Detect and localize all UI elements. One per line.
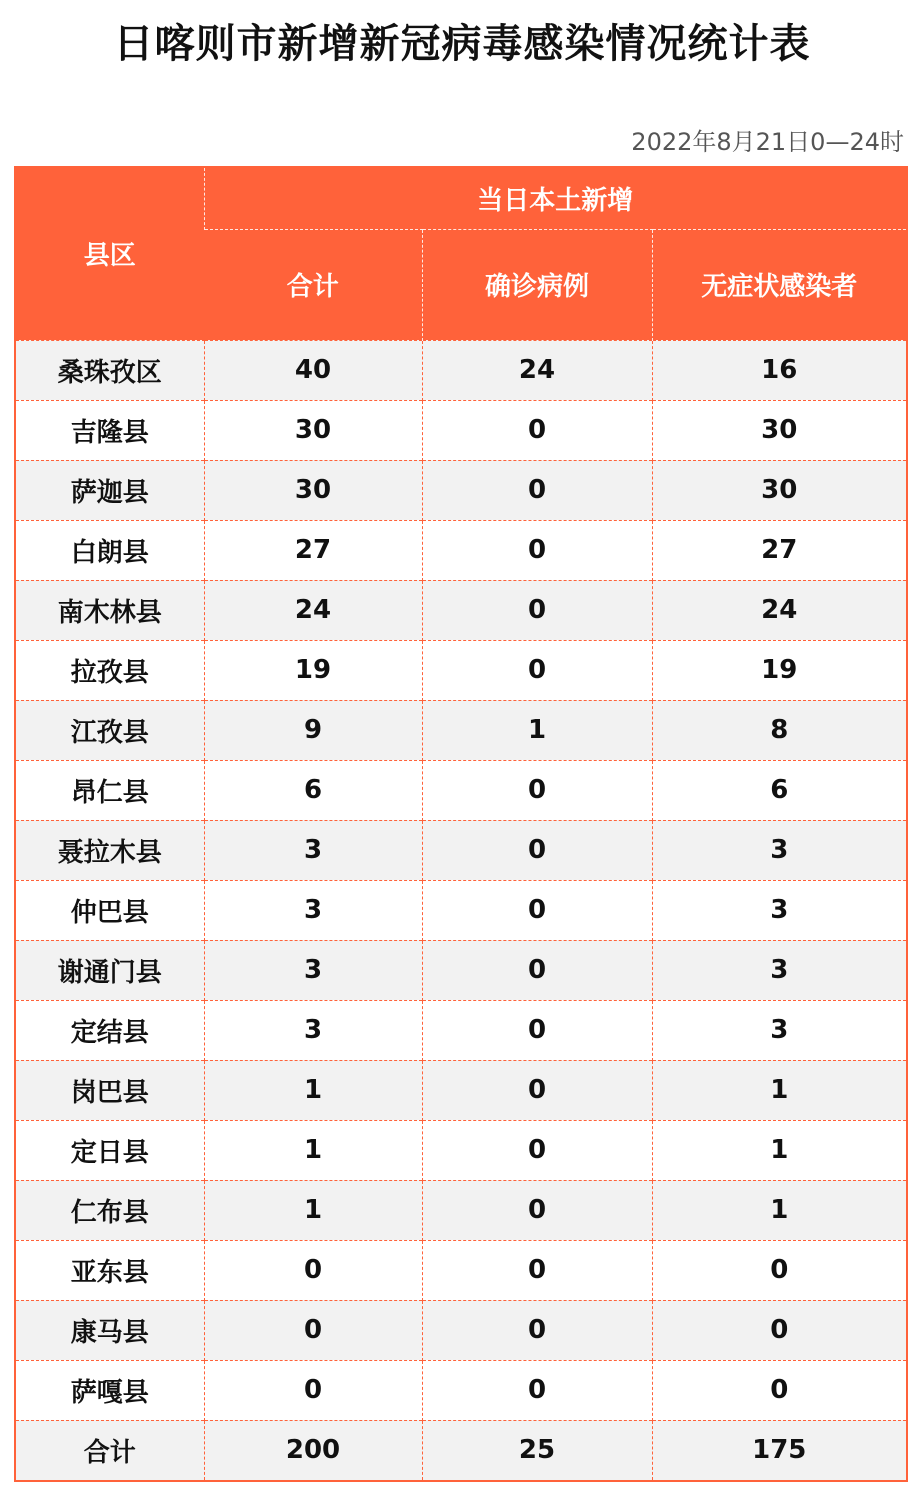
table-row	[16, 820, 906, 880]
confirmed-cell: 0	[422, 880, 652, 940]
confirmed-cell: 0	[422, 1180, 652, 1240]
region-cell: 仲巴县	[16, 880, 204, 940]
table-row	[16, 340, 906, 400]
region-cell: 仁布县	[16, 1180, 204, 1240]
asymptomatic-cell: 30	[652, 460, 906, 520]
asymptomatic-cell: 8	[652, 700, 906, 760]
total-cell: 0	[204, 1360, 422, 1420]
total-cell: 3	[204, 940, 422, 1000]
region-cell: 谢通门县	[16, 940, 204, 1000]
asymptomatic-cell: 3	[652, 940, 906, 1000]
region-cell: 江孜县	[16, 700, 204, 760]
region-cell: 昂仁县	[16, 760, 204, 820]
region-cell: 聂拉木县	[16, 820, 204, 880]
total-cell: 30	[204, 400, 422, 460]
table-row	[16, 640, 906, 700]
confirmed-cell: 0	[422, 520, 652, 580]
total-cell: 0	[204, 1240, 422, 1300]
confirmed-cell: 0	[422, 1060, 652, 1120]
region-cell: 桑珠孜区	[16, 340, 204, 400]
confirmed-cell: 0	[422, 460, 652, 520]
total-cell: 24	[204, 580, 422, 640]
table-row	[16, 1420, 906, 1480]
confirmed-cell: 25	[422, 1420, 652, 1480]
total-cell: 200	[204, 1420, 422, 1480]
table-row	[16, 1060, 906, 1120]
total-cell: 19	[204, 640, 422, 700]
table-row	[16, 1240, 906, 1300]
confirmed-cell: 0	[422, 1240, 652, 1300]
confirmed-cell: 0	[422, 1360, 652, 1420]
table-row	[16, 520, 906, 580]
region-cell: 萨迦县	[16, 460, 204, 520]
total-cell: 1	[204, 1060, 422, 1120]
total-cell: 0	[204, 1300, 422, 1360]
asymptomatic-cell: 3	[652, 880, 906, 940]
asymptomatic-cell: 1	[652, 1060, 906, 1120]
total-cell: 6	[204, 760, 422, 820]
header-group: 当日本土新增	[204, 168, 906, 229]
table-row	[16, 460, 906, 520]
asymptomatic-cell: 19	[652, 640, 906, 700]
header-confirmed: 确诊病例	[422, 229, 652, 340]
total-cell: 40	[204, 340, 422, 400]
asymptomatic-cell: 3	[652, 820, 906, 880]
asymptomatic-cell: 175	[652, 1420, 906, 1480]
region-cell: 合计	[16, 1420, 204, 1480]
asymptomatic-cell: 27	[652, 520, 906, 580]
region-cell: 亚东县	[16, 1240, 204, 1300]
asymptomatic-cell: 24	[652, 580, 906, 640]
table-row	[16, 580, 906, 640]
region-cell: 康马县	[16, 1300, 204, 1360]
confirmed-cell: 0	[422, 640, 652, 700]
total-cell: 27	[204, 520, 422, 580]
region-cell: 南木林县	[16, 580, 204, 640]
table-row	[16, 400, 906, 460]
asymptomatic-cell: 6	[652, 760, 906, 820]
total-cell: 3	[204, 880, 422, 940]
region-cell: 白朗县	[16, 520, 204, 580]
header-region: 县区	[16, 168, 204, 340]
asymptomatic-cell: 3	[652, 1000, 906, 1060]
stats-table	[16, 168, 906, 1480]
region-cell: 定日县	[16, 1120, 204, 1180]
confirmed-cell: 0	[422, 1000, 652, 1060]
confirmed-cell: 0	[422, 400, 652, 460]
table-row	[16, 940, 906, 1000]
confirmed-cell: 0	[422, 940, 652, 1000]
confirmed-cell: 0	[422, 1120, 652, 1180]
asymptomatic-cell: 16	[652, 340, 906, 400]
confirmed-cell: 0	[422, 760, 652, 820]
header-asymptomatic: 无症状感染者	[652, 229, 906, 340]
asymptomatic-cell: 0	[652, 1360, 906, 1420]
total-cell: 3	[204, 1000, 422, 1060]
table-row	[16, 1000, 906, 1060]
confirmed-cell: 24	[422, 340, 652, 400]
page-title: 日喀则市新增新冠病毒感染情况统计表	[113, 21, 811, 67]
region-cell: 萨嘎县	[16, 1360, 204, 1420]
total-cell: 1	[204, 1120, 422, 1180]
region-cell: 拉孜县	[16, 640, 204, 700]
table-row	[16, 1300, 906, 1360]
region-cell: 定结县	[16, 1000, 204, 1060]
asymptomatic-cell: 1	[652, 1180, 906, 1240]
table-row	[16, 700, 906, 760]
table-header	[16, 168, 906, 340]
total-cell: 3	[204, 820, 422, 880]
total-cell: 30	[204, 460, 422, 520]
table-row	[16, 1180, 906, 1240]
report-date: 2022年8月21日0—24时	[631, 128, 904, 156]
table-row	[16, 760, 906, 820]
table-body	[16, 340, 906, 1480]
total-cell: 9	[204, 700, 422, 760]
region-cell: 岗巴县	[16, 1060, 204, 1120]
total-cell: 1	[204, 1180, 422, 1240]
asymptomatic-cell: 1	[652, 1120, 906, 1180]
confirmed-cell: 0	[422, 1300, 652, 1360]
header-total: 合计	[204, 229, 422, 340]
region-cell: 吉隆县	[16, 400, 204, 460]
confirmed-cell: 1	[422, 700, 652, 760]
table-row	[16, 880, 906, 940]
asymptomatic-cell: 0	[652, 1240, 906, 1300]
confirmed-cell: 0	[422, 820, 652, 880]
table-row	[16, 1120, 906, 1180]
confirmed-cell: 0	[422, 580, 652, 640]
table-row	[16, 1360, 906, 1420]
asymptomatic-cell: 0	[652, 1300, 906, 1360]
asymptomatic-cell: 30	[652, 400, 906, 460]
